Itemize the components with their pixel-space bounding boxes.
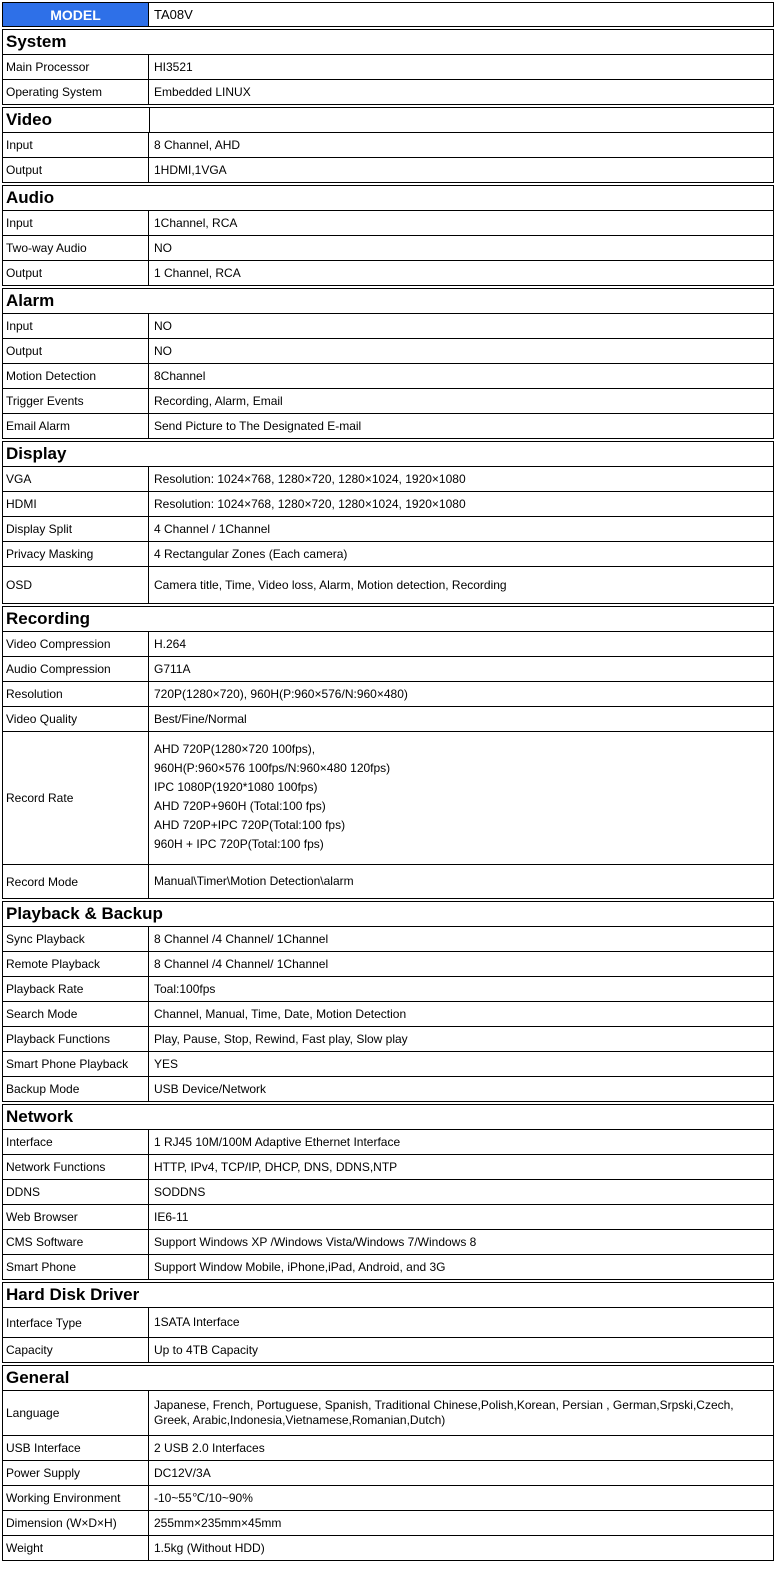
spec-row bbox=[3, 55, 773, 79]
spec-row bbox=[3, 1308, 773, 1337]
spec-row-value: 720P(1280×720), 960H(P:960×576/N:960×480) bbox=[154, 686, 408, 701]
spec-row bbox=[3, 632, 773, 656]
section-rows bbox=[3, 467, 773, 603]
spec-row-value: NO bbox=[154, 343, 172, 358]
spec-row-value: Japanese, French, Portuguese, Spanish, Traditional Chinese,Polish,Korean, Persian , German,Srpski,Czech, Greek, Arabic,Indonesia,Vietnamese,Romanian,Dutch) bbox=[154, 1398, 734, 1427]
spec-row bbox=[3, 1204, 773, 1229]
spec-row-value: 255mm×235mm×45mm bbox=[154, 1515, 282, 1530]
spec-row-label: Capacity bbox=[3, 1338, 149, 1362]
spec-section bbox=[2, 107, 774, 183]
spec-row-value: 1.5kg (Without HDD) bbox=[154, 1540, 265, 1555]
spec-row-label: Web Browser bbox=[3, 1205, 149, 1229]
spec-row-label: Operating System bbox=[3, 80, 149, 104]
spec-row-label: Interface bbox=[3, 1130, 149, 1154]
section-rows bbox=[3, 632, 773, 898]
spec-row-value: 1 Channel, RCA bbox=[154, 265, 241, 280]
spec-row bbox=[3, 1026, 773, 1051]
spec-row bbox=[3, 976, 773, 1001]
spec-row bbox=[3, 1229, 773, 1254]
section-rows bbox=[3, 211, 773, 285]
spec-row-value: 1SATA Interface bbox=[154, 1315, 240, 1329]
spec-row-label: Backup Mode bbox=[3, 1077, 149, 1101]
spec-row-label: Email Alarm bbox=[3, 414, 149, 438]
spec-row-value: Manual\Timer\Motion Detection\alarm bbox=[154, 874, 354, 888]
section-title: Audio bbox=[3, 186, 773, 211]
spec-row-value: 1HDMI,1VGA bbox=[154, 162, 227, 177]
spec-row bbox=[3, 1001, 773, 1026]
spec-row-value: G711A bbox=[154, 661, 191, 676]
spec-row-value: NO bbox=[154, 240, 172, 255]
spec-row-value: Channel, Manual, Time, Date, Motion Detection bbox=[154, 1006, 407, 1021]
section-title: Network bbox=[3, 1105, 773, 1130]
section-rows bbox=[3, 133, 773, 182]
section-rows bbox=[3, 55, 773, 104]
spec-row-label: Privacy Masking bbox=[3, 542, 149, 566]
spec-section bbox=[2, 185, 774, 286]
section-rows bbox=[3, 314, 773, 438]
spec-row-label: Working Environment bbox=[3, 1486, 149, 1510]
spec-section bbox=[2, 441, 774, 604]
spec-row bbox=[3, 1435, 773, 1460]
spec-row bbox=[3, 927, 773, 951]
section-rows bbox=[3, 1130, 773, 1279]
spec-row bbox=[3, 157, 773, 182]
spec-row-label: Power Supply bbox=[3, 1461, 149, 1485]
spec-row-label: Motion Detection bbox=[3, 364, 149, 388]
section-title: Playback & Backup bbox=[3, 902, 773, 927]
spec-row bbox=[3, 79, 773, 104]
spec-row-label: Sync Playback bbox=[3, 927, 149, 951]
spec-row-value: Resolution: 1024×768, 1280×720, 1280×1024, 1920×1080 bbox=[154, 496, 466, 511]
spec-row-label: VGA bbox=[3, 467, 149, 491]
spec-row-label: Video Quality bbox=[3, 707, 149, 731]
spec-row-value: Support Window Mobile, iPhone,iPad, Android, and 3G bbox=[154, 1259, 446, 1274]
spec-row bbox=[3, 516, 773, 541]
spec-row-value: AHD 720P(1280×720 100fps), 960H(P:960×576 100fps/N:960×480 120fps) IPC 1080P(1920*1080 100fps) AHD 720P+960H (Total:100 fps) AHD 720P+IPC 720P(Total:100 fps) 960H + IPC 720P(Total:100 fps) bbox=[154, 742, 391, 851]
spec-row bbox=[3, 1535, 773, 1560]
spec-row-value: 8Channel bbox=[154, 368, 206, 383]
spec-row-label: DDNS bbox=[3, 1180, 149, 1204]
spec-section bbox=[2, 901, 774, 1102]
spec-row bbox=[3, 1337, 773, 1362]
spec-row-label: Trigger Events bbox=[3, 389, 149, 413]
spec-row-label: Weight bbox=[3, 1536, 149, 1560]
spec-row-value: USB Device/Network bbox=[154, 1081, 267, 1096]
spec-row-label: Playback Rate bbox=[3, 977, 149, 1001]
model-label-cell: MODEL bbox=[3, 3, 149, 26]
spec-row bbox=[3, 314, 773, 338]
spec-section bbox=[2, 1282, 774, 1363]
spec-row-value: Camera title, Time, Video loss, Alarm, Motion detection, Recording bbox=[154, 577, 507, 592]
spec-row bbox=[3, 1179, 773, 1204]
section-title: Alarm bbox=[3, 289, 773, 314]
spec-section bbox=[2, 29, 774, 105]
spec-row-value: 8 Channel /4 Channel/ 1Channel bbox=[154, 931, 329, 946]
spec-row bbox=[3, 1254, 773, 1279]
spec-row bbox=[3, 656, 773, 681]
spec-row bbox=[3, 1460, 773, 1485]
spec-row-value: Best/Fine/Normal bbox=[154, 711, 247, 726]
spec-row-value: Resolution: 1024×768, 1280×720, 1280×1024, 1920×1080 bbox=[154, 471, 466, 486]
model-value-cell: TA08V bbox=[154, 7, 193, 22]
spec-row-value: 2 USB 2.0 Interfaces bbox=[154, 1440, 265, 1455]
spec-row-value: Play, Pause, Stop, Rewind, Fast play, Slow play bbox=[154, 1031, 408, 1046]
spec-row bbox=[3, 731, 773, 864]
spec-row-label: Playback Functions bbox=[3, 1027, 149, 1051]
spec-row-value: DC12V/3A bbox=[154, 1465, 211, 1480]
spec-row-label: Interface Type bbox=[3, 1308, 149, 1337]
spec-row-label: Input bbox=[3, 314, 149, 338]
spec-section bbox=[2, 288, 774, 439]
section-title: General bbox=[3, 1366, 773, 1391]
spec-row-value: 8 Channel, AHD bbox=[154, 137, 241, 152]
spec-row bbox=[3, 1154, 773, 1179]
section-rows bbox=[3, 927, 773, 1101]
spec-row-label: OSD bbox=[3, 567, 149, 603]
spec-row-value: Recording, Alarm, Email bbox=[154, 393, 283, 408]
spec-row-value: Embedded LINUX bbox=[154, 84, 251, 99]
model-row bbox=[2, 2, 774, 27]
spec-section bbox=[2, 606, 774, 899]
spec-row-value: Toal:100fps bbox=[154, 981, 216, 996]
spec-row-label: Two-way Audio bbox=[3, 236, 149, 260]
section-title: Hard Disk Driver bbox=[3, 1283, 773, 1308]
spec-row-value: -10~55℃/10~90% bbox=[154, 1490, 253, 1505]
spec-row-label: Main Processor bbox=[3, 55, 149, 79]
spec-row-value: Send Picture to The Designated E-mail bbox=[154, 418, 362, 433]
spec-row-label: Search Mode bbox=[3, 1002, 149, 1026]
section-rows bbox=[3, 1308, 773, 1362]
spec-row-label: Output bbox=[3, 261, 149, 285]
spec-row-value: HTTP, IPv4, TCP/IP, DHCP, DNS, DDNS,NTP bbox=[154, 1159, 398, 1174]
spec-row-label: Smart Phone Playback bbox=[3, 1052, 149, 1076]
spec-row bbox=[3, 338, 773, 363]
spec-row-value: YES bbox=[154, 1056, 179, 1071]
spec-row-label: Language bbox=[3, 1391, 149, 1435]
spec-row bbox=[3, 260, 773, 285]
spec-row-label: Dimension (W×D×H) bbox=[3, 1511, 149, 1535]
spec-row-value: IE6-11 bbox=[154, 1209, 189, 1224]
spec-row-label: Video Compression bbox=[3, 632, 149, 656]
spec-row-label: USB Interface bbox=[3, 1436, 149, 1460]
spec-row bbox=[3, 1510, 773, 1535]
spec-row bbox=[3, 1076, 773, 1101]
spec-row-value: Support Windows XP /Windows Vista/Windows 7/Windows 8 bbox=[154, 1234, 477, 1249]
spec-row bbox=[3, 467, 773, 491]
section-title: System bbox=[3, 30, 773, 55]
spec-row-label: Output bbox=[3, 158, 149, 182]
spec-sections bbox=[2, 29, 774, 1561]
spec-row-value: Up to 4TB Capacity bbox=[154, 1342, 259, 1357]
spec-row bbox=[3, 211, 773, 235]
spec-row-label: Audio Compression bbox=[3, 657, 149, 681]
spec-row-value: NO bbox=[154, 318, 172, 333]
spec-row-label: CMS Software bbox=[3, 1230, 149, 1254]
spec-row-label: Remote Playback bbox=[3, 952, 149, 976]
spec-row bbox=[3, 133, 773, 157]
spec-row-value: H.264 bbox=[154, 636, 187, 651]
spec-row-label: Input bbox=[3, 133, 149, 157]
spec-row-label: Record Rate bbox=[3, 732, 149, 864]
spec-row bbox=[3, 1391, 773, 1435]
spec-row bbox=[3, 566, 773, 603]
spec-row-label: Display Split bbox=[3, 517, 149, 541]
spec-row bbox=[3, 413, 773, 438]
spec-row-value: SODDNS bbox=[154, 1184, 206, 1199]
spec-row bbox=[3, 1130, 773, 1154]
spec-row bbox=[3, 541, 773, 566]
spec-row bbox=[3, 681, 773, 706]
spec-row-value: 1Channel, RCA bbox=[154, 215, 238, 230]
spec-row bbox=[3, 491, 773, 516]
spec-row-label: Resolution bbox=[3, 682, 149, 706]
spec-row-label: Output bbox=[3, 339, 149, 363]
spec-row bbox=[3, 864, 773, 898]
spec-row bbox=[3, 951, 773, 976]
spec-row-value: 8 Channel /4 Channel/ 1Channel bbox=[154, 956, 329, 971]
spec-row bbox=[3, 1485, 773, 1510]
spec-section bbox=[2, 1104, 774, 1280]
section-title: Video bbox=[3, 108, 773, 133]
spec-row-value: 4 Channel / 1Channel bbox=[154, 521, 271, 536]
spec-row bbox=[3, 235, 773, 260]
spec-row-label: Smart Phone bbox=[3, 1255, 149, 1279]
spec-row-label: Network Functions bbox=[3, 1155, 149, 1179]
spec-row-label: Input bbox=[3, 211, 149, 235]
spec-section bbox=[2, 1365, 774, 1561]
spec-row bbox=[3, 363, 773, 388]
spec-row-value: 4 Rectangular Zones (Each camera) bbox=[154, 546, 348, 561]
spec-row bbox=[3, 1051, 773, 1076]
spec-row-value: HI3521 bbox=[154, 59, 193, 74]
spec-row-label: HDMI bbox=[3, 492, 149, 516]
spec-row-value: 1 RJ45 10M/100M Adaptive Ethernet Interface bbox=[154, 1134, 401, 1149]
spec-row bbox=[3, 706, 773, 731]
spec-row-label: Record Mode bbox=[3, 865, 149, 898]
section-rows bbox=[3, 1391, 773, 1560]
spec-row bbox=[3, 388, 773, 413]
section-title: Display bbox=[3, 442, 773, 467]
section-title: Recording bbox=[3, 607, 773, 632]
